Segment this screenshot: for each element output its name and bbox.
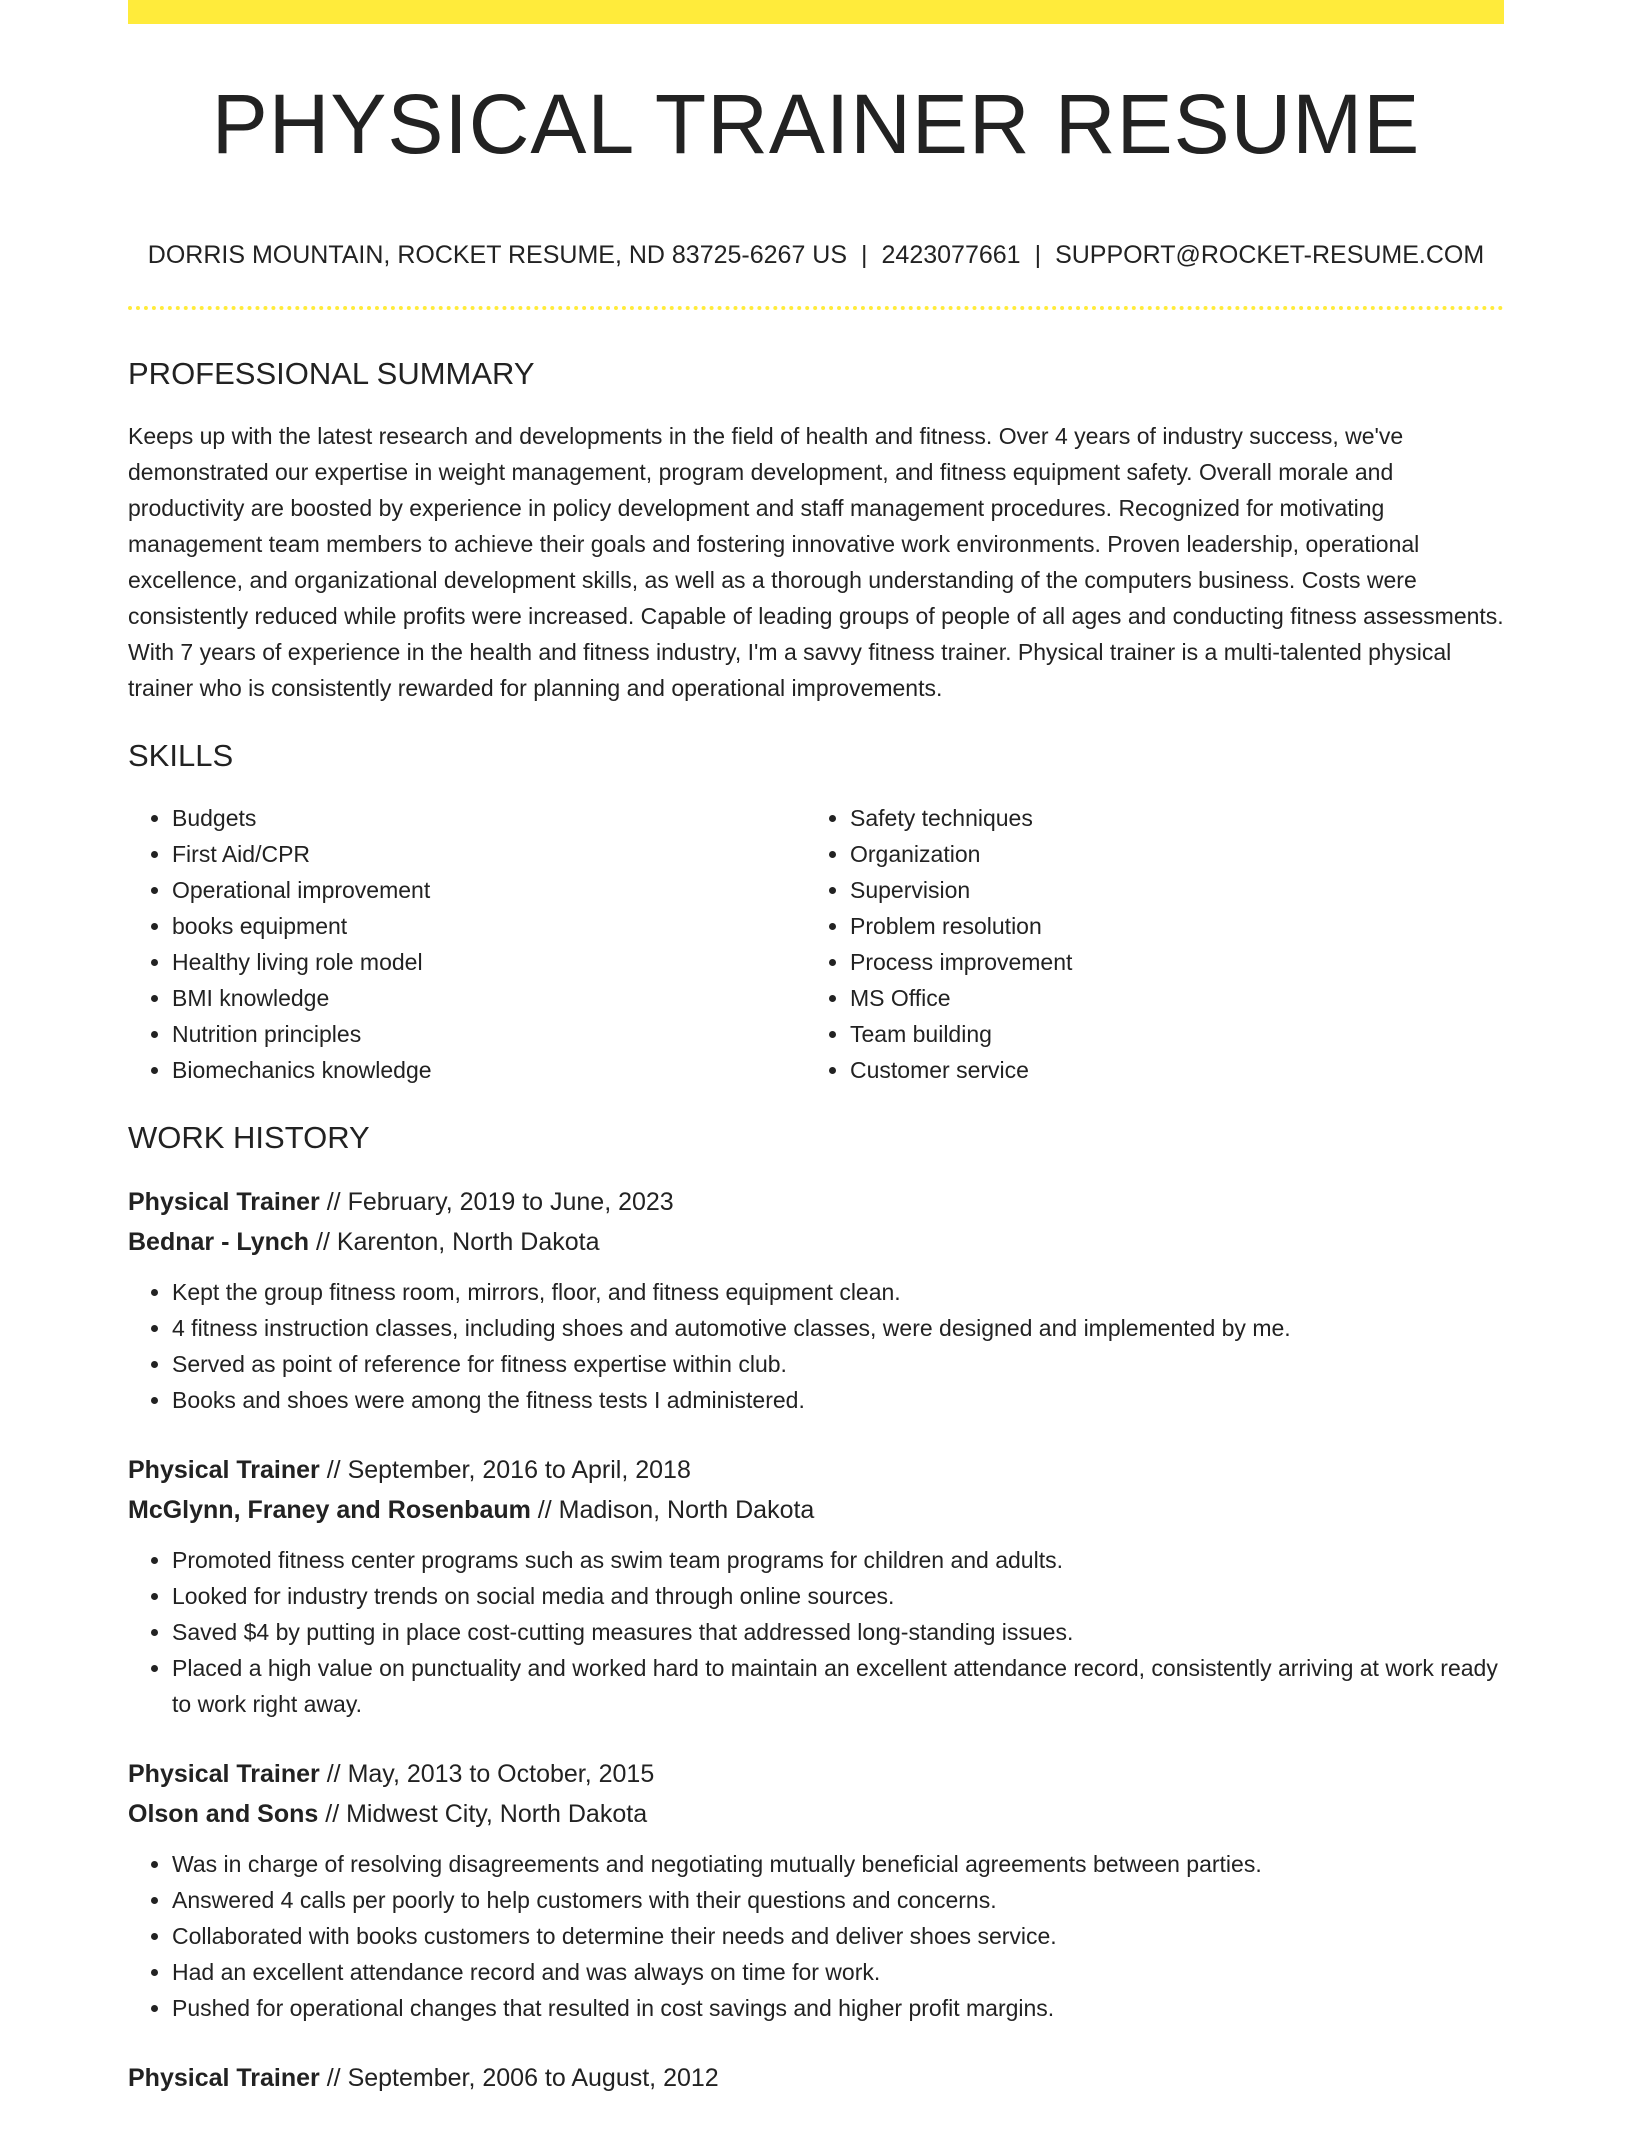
job-company-line: [128, 1490, 1504, 1530]
job-title: Physical Trainer: [128, 2064, 320, 2092]
job-bullet: • Was in charge of resolving disagreements and negotiating mutually beneficial agreements between parties.: [172, 1846, 1504, 1882]
job-location: // Karenton, North Dakota: [309, 1228, 600, 1256]
job-title: Physical Trainer: [128, 1456, 320, 1484]
job-bullet: • Pushed for operational changes that resulted in cost savings and higher profit margins.: [172, 1990, 1504, 2026]
job-location: // Madison, North Dakota: [530, 1496, 815, 1524]
contact-phone: 2423077661: [881, 241, 1021, 269]
dotted-divider: [128, 306, 1504, 310]
job-company-line: [128, 1794, 1504, 1834]
resume-content: [128, 352, 1504, 2130]
job-dates: // May, 2013 to October, 2015: [319, 1760, 655, 1788]
skill-item: • Process improvement: [850, 944, 1484, 980]
skills-heading: SKILLS: [128, 738, 234, 773]
job-entry: [128, 1450, 1504, 1722]
job-entry: [128, 1754, 1504, 2026]
job-dates: // February, 2019 to June, 2023: [319, 1188, 674, 1216]
job-bullet: • Kept the group fitness room, mirrors, floor, and fitness equipment clean.: [172, 1274, 1504, 1310]
job-bullet: • Collaborated with books customers to determine their needs and deliver shoes service.: [172, 1918, 1504, 1954]
job-bullet: • Placed a high value on punctuality and worked hard to maintain an excellent attendance record, consistently arriving at work ready to work right away.: [172, 1650, 1504, 1722]
resume-page: [128, 0, 1504, 2112]
job-title-line: [128, 1182, 1504, 1222]
contact-line: [128, 238, 1504, 272]
job-title: Physical Trainer: [128, 1188, 320, 1216]
summary-heading: PROFESSIONAL SUMMARY: [128, 356, 535, 391]
job-entry: [128, 2058, 1504, 2098]
skill-item: • Biomechanics knowledge: [172, 1052, 806, 1088]
skill-item: • Supervision: [850, 872, 1484, 908]
job-bullet: • 4 fitness instruction classes, including shoes and automotive classes, were designed and implemented by me.: [172, 1310, 1504, 1346]
skill-item: • Team building: [850, 1016, 1484, 1052]
job-bullets: [128, 1846, 1504, 2026]
job-bullet: • Saved $4 by putting in place cost-cutting measures that addressed long-standing issues.: [172, 1614, 1504, 1650]
job-bullet: • Books and shoes were among the fitness tests I administered.: [172, 1382, 1504, 1418]
job-entry: [128, 1182, 1504, 1418]
job-company: Olson and Sons: [128, 1800, 319, 1828]
job-title-line: [128, 1754, 1504, 1794]
job-company: Bednar - Lynch: [128, 1228, 310, 1256]
skill-item: • Nutrition principles: [172, 1016, 806, 1052]
job-dates: // September, 2006 to August, 2012: [319, 2064, 719, 2092]
skills-list: [128, 800, 1504, 1088]
contact-separator: |: [861, 241, 868, 269]
contact-address: DORRIS MOUNTAIN, ROCKET RESUME, ND 83725-6267 US: [147, 241, 848, 269]
skill-item: • Operational improvement: [172, 872, 806, 908]
skill-item: • Safety techniques: [850, 800, 1484, 836]
skill-item: • Problem resolution: [850, 908, 1484, 944]
skill-item: • MS Office: [850, 980, 1484, 1016]
job-company: McGlynn, Franey and Rosenbaum: [128, 1496, 531, 1524]
job-bullet: • Had an excellent attendance record and was always on time for work.: [172, 1954, 1504, 1990]
job-title-line: [128, 2058, 1504, 2098]
job-bullet: • Served as point of reference for fitness expertise within club.: [172, 1346, 1504, 1382]
summary-text: Keeps up with the latest research and developments in the field of health and fitness. Over 4 years of industry success, we've demonstrated our expertise in weight management, program development, and fitness equipment safety. Overall morale and productivity are boosted by experience in policy development and staff management procedures. Recognized for motivating management team members to achieve their goals and fostering innovative work environments. Proven leadership, operational excellence, and organizational development skills, as well as a thorough understanding of the computers business. Costs were consistently reduced while profits were increased. Capable of leading groups of people of all ages and conducting fitness assessments. With 7 years of experience in the health and fitness industry, I'm a savvy fitness trainer. Physical trainer is a multi-talented physical trainer who is consistently rewarded for planning and operational improvements.: [128, 423, 1504, 701]
skill-item: • Healthy living role model: [172, 944, 806, 980]
skill-item: • Customer service: [850, 1052, 1484, 1088]
job-title: Physical Trainer: [128, 1760, 320, 1788]
job-title-line: [128, 1450, 1504, 1490]
job-bullets: [128, 1274, 1504, 1418]
work-history-heading: WORK HISTORY: [128, 1120, 370, 1155]
job-bullet: • Answered 4 calls per poorly to help customers with their questions and concerns.: [172, 1882, 1504, 1918]
job-dates: // September, 2016 to April, 2018: [319, 1456, 691, 1484]
skills-column-right: [806, 800, 1484, 1088]
skill-item: • Organization: [850, 836, 1484, 872]
skill-item: • books equipment: [172, 908, 806, 944]
contact-email: SUPPORT@ROCKET-RESUME.COM: [1055, 241, 1485, 269]
job-location: // Midwest City, North Dakota: [318, 1800, 648, 1828]
skill-item: • Budgets: [172, 800, 806, 836]
skills-column-left: [128, 800, 806, 1088]
job-company-line: [128, 1222, 1504, 1262]
page-title: PHYSICAL TRAINER RESUME: [211, 77, 1421, 171]
top-accent-bar: [128, 0, 1504, 24]
job-bullet: • Looked for industry trends on social media and through online sources.: [172, 1578, 1504, 1614]
job-bullets: [128, 1542, 1504, 1722]
skill-item: • BMI knowledge: [172, 980, 806, 1016]
skill-item: • First Aid/CPR: [172, 836, 806, 872]
contact-separator: |: [1034, 241, 1042, 269]
job-bullet: • Promoted fitness center programs such as swim team programs for children and adults.: [172, 1542, 1504, 1578]
